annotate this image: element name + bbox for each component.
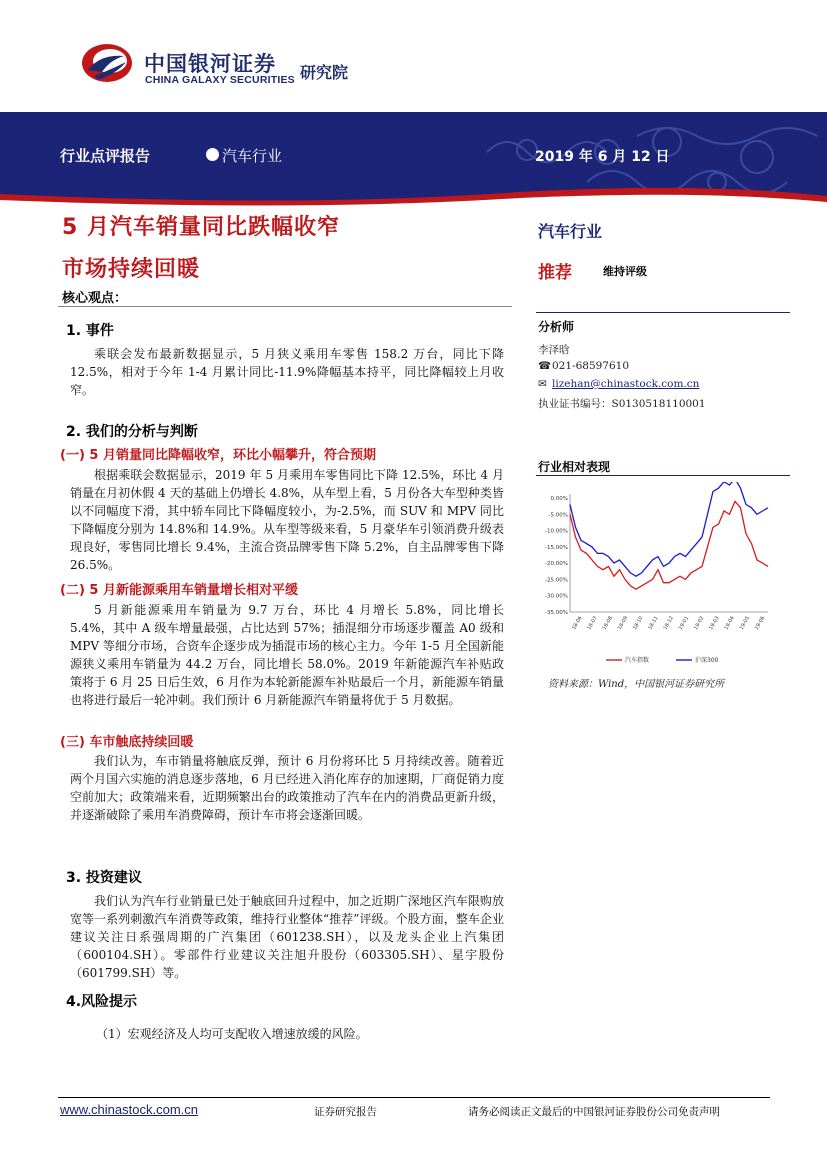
y-tick-label: -20.00% (545, 561, 568, 568)
x-tick-label: 18-09 (616, 615, 630, 631)
band-curve (0, 186, 827, 208)
report-type: 行业点评报告 (60, 147, 151, 165)
y-tick-label: -10.00% (545, 528, 568, 535)
x-tick-label: 18-11 (647, 615, 660, 631)
x-tick-label: 19-06 (753, 615, 767, 631)
y-tick-label: -35.00% (545, 610, 568, 616)
section-heading-event: 1. 事件 (66, 323, 114, 339)
core-views-label: 核心观点： (62, 291, 128, 306)
x-tick-label: 19-03 (708, 615, 721, 631)
analyst-heading: 分析师 (538, 320, 575, 334)
rating-note: 维持评级 (603, 265, 647, 278)
header-industry: 汽车行业 (222, 147, 283, 165)
y-tick-label: -5.00% (548, 512, 568, 519)
subheading-sales: (一) 5 月销量同比降幅收窄，环比小幅攀升，符合预期 (60, 448, 376, 463)
phone-number: 021-68597610 (552, 360, 630, 372)
rating: 推荐 (538, 263, 572, 283)
paragraph-event: 乘联会发布最新数据显示，5 月狭义乘用车零售 158.2 万台，同比下降 12.5%，相对于今年 1-4 月累计同比-11.9%降幅基本持平，同比降幅较上月收窄。 (70, 347, 504, 397)
email-line (538, 378, 699, 390)
company-name-cn: 中国银河证券 (144, 52, 276, 76)
paragraph-market: 我们认为，车市销量将触底反弹，预计 6 月份将环比 5 月持续改善。随着近两个月国六实施的消息逐步落地，6 月已经进入消化库存的加速期，厂商促销力度空前加大；政策端来看，近期频繁出台的政策推动了汽车在内的消费品更新升级，并逐渐破除了乘用车消费障碍，预计车市将会逐渐回暖。 (70, 754, 504, 822)
x-tick-label: 19-02 (692, 615, 706, 631)
analyst-name: 李泽晗 (538, 344, 570, 356)
footer-divider (58, 1097, 770, 1098)
institute-label: 研究院 (300, 63, 349, 82)
paragraph-nev: 5 月新能源乘用车销量为 9.7 万台，环比 4 月增长 5.8%，同比增长 5.4%，其中 A 级车增量最强，占比达到 57%；插混细分市场逐步覆盖 A0 级和 MPV 等细分市场，合资车企逐步成为插混市场的核心主力。今年 1-5 月全国新能源狭义乘用车销量为 44.2 万台，同比增长 58.0%。2019 年新能源汽车补贴政策将于 6 月 25 日后生效，6 月作为本轮新能源车补贴最后一个月，新能源车销量也将进行最后一轮冲刺。我们预计 6 月新能源汽车销量将优于 5 月数据。 (70, 603, 504, 707)
x-tick-label: 18-10 (632, 615, 645, 631)
report-title-line1: 5 月汽车销量同比跌幅收窄 (62, 215, 340, 240)
sidebar-industry: 汽车行业 (538, 222, 603, 241)
footer-disclaimer: 请务必阅读正文最后的中国银河证券股份公司免责声明 (468, 1106, 720, 1118)
email-link[interactable]: lizehan@chinastock.com.cn (552, 378, 700, 390)
paragraph-sales: 根据乘联会数据显示，2019 年 5 月乘用车零售同比下降 12.5%，环比 4 月销量在月初休假 4 天的基础上仍增长 4.8%，从车型上看，5 月份各大车型种类皆以不同幅度下滑，其中轿车同比下降幅度较小，为-2.5%，而 SUV 和 MPV 同比下降幅度分别为 14.8%和 14.9%。从车型等级来看，5 月豪华车引领消费升级表现良好，零售同比增长 9.4%，主流合资品牌零售下降 5.2%，自主品牌零售下降 26.5%。 (70, 468, 504, 572)
relative-performance-chart (536, 482, 792, 672)
galaxy-logo-icon (80, 40, 134, 86)
footer-label: 证券研究报告 (314, 1106, 377, 1118)
y-tick-label: -30.00% (545, 593, 568, 600)
x-tick-label: 18-06 (571, 615, 584, 631)
header-top (0, 0, 827, 108)
perf-heading: 行业相对表现 (538, 460, 611, 474)
x-tick-label: 18-12 (662, 615, 675, 631)
x-tick-label: 18-08 (601, 615, 615, 631)
subheading-nev: (二) 5 月新能源乘用车销量增长相对平缓 (60, 583, 298, 598)
paragraph-investment: 我们认为汽车行业销量已处于触底回升过程中，加之近期广深地区汽车限购放宽等一系列刺激汽车消费等政策，维持行业整体“推荐”评级。个股方面，整车企业建议关注日系强周期的广汽集团（601238.SH），以及龙头企业上汽集团（600104.SH）。零部件行业建议关注旭升股份（603305.SH）、星宇股份（601799.SH）等。 (70, 894, 504, 980)
phone-line (538, 360, 629, 372)
chart-source: 资料来源：Wind，中国银河证券研究所 (548, 679, 725, 690)
y-tick-label: -25.00% (545, 577, 568, 584)
x-tick-label: 19-05 (738, 615, 752, 631)
envelope-icon: ✉ (538, 378, 547, 390)
x-tick-label: 19-04 (723, 615, 736, 631)
y-tick-label: -15.00% (545, 544, 568, 551)
section-heading-analysis: 2. 我们的分析与判断 (66, 424, 198, 440)
license-number: 执业证书编号：S0130518110001 (538, 398, 706, 410)
subheading-market: (三) 车市触底持续回暖 (60, 735, 194, 750)
x-tick-label: 19-01 (677, 615, 691, 631)
bullet-icon (206, 148, 219, 161)
section-heading-risk: 4.风险提示 (66, 994, 138, 1010)
section-heading-investment: 3. 投资建议 (66, 870, 142, 886)
divider (58, 306, 512, 307)
report-title-line2: 市场持续回暖 (62, 257, 201, 282)
y-tick-label: 0.00% (550, 496, 568, 502)
risk-item: （1）宏观经济及人均可支配收入增速放缓的风险。 (96, 1027, 368, 1041)
legend-label: 沪深300 (695, 657, 719, 664)
x-tick-label: 18-07 (586, 615, 599, 631)
legend-label: 汽车指数 (625, 657, 650, 664)
company-name-en: CHINA GALAXY SECURITIES (145, 74, 295, 86)
divider (536, 475, 790, 476)
divider (536, 312, 790, 313)
footer-url-link[interactable]: www.chinastock.com.cn (60, 1102, 198, 1117)
report-date: 2019 年 6 月 12 日 (535, 149, 670, 165)
phone-icon: ☎ (538, 360, 552, 372)
